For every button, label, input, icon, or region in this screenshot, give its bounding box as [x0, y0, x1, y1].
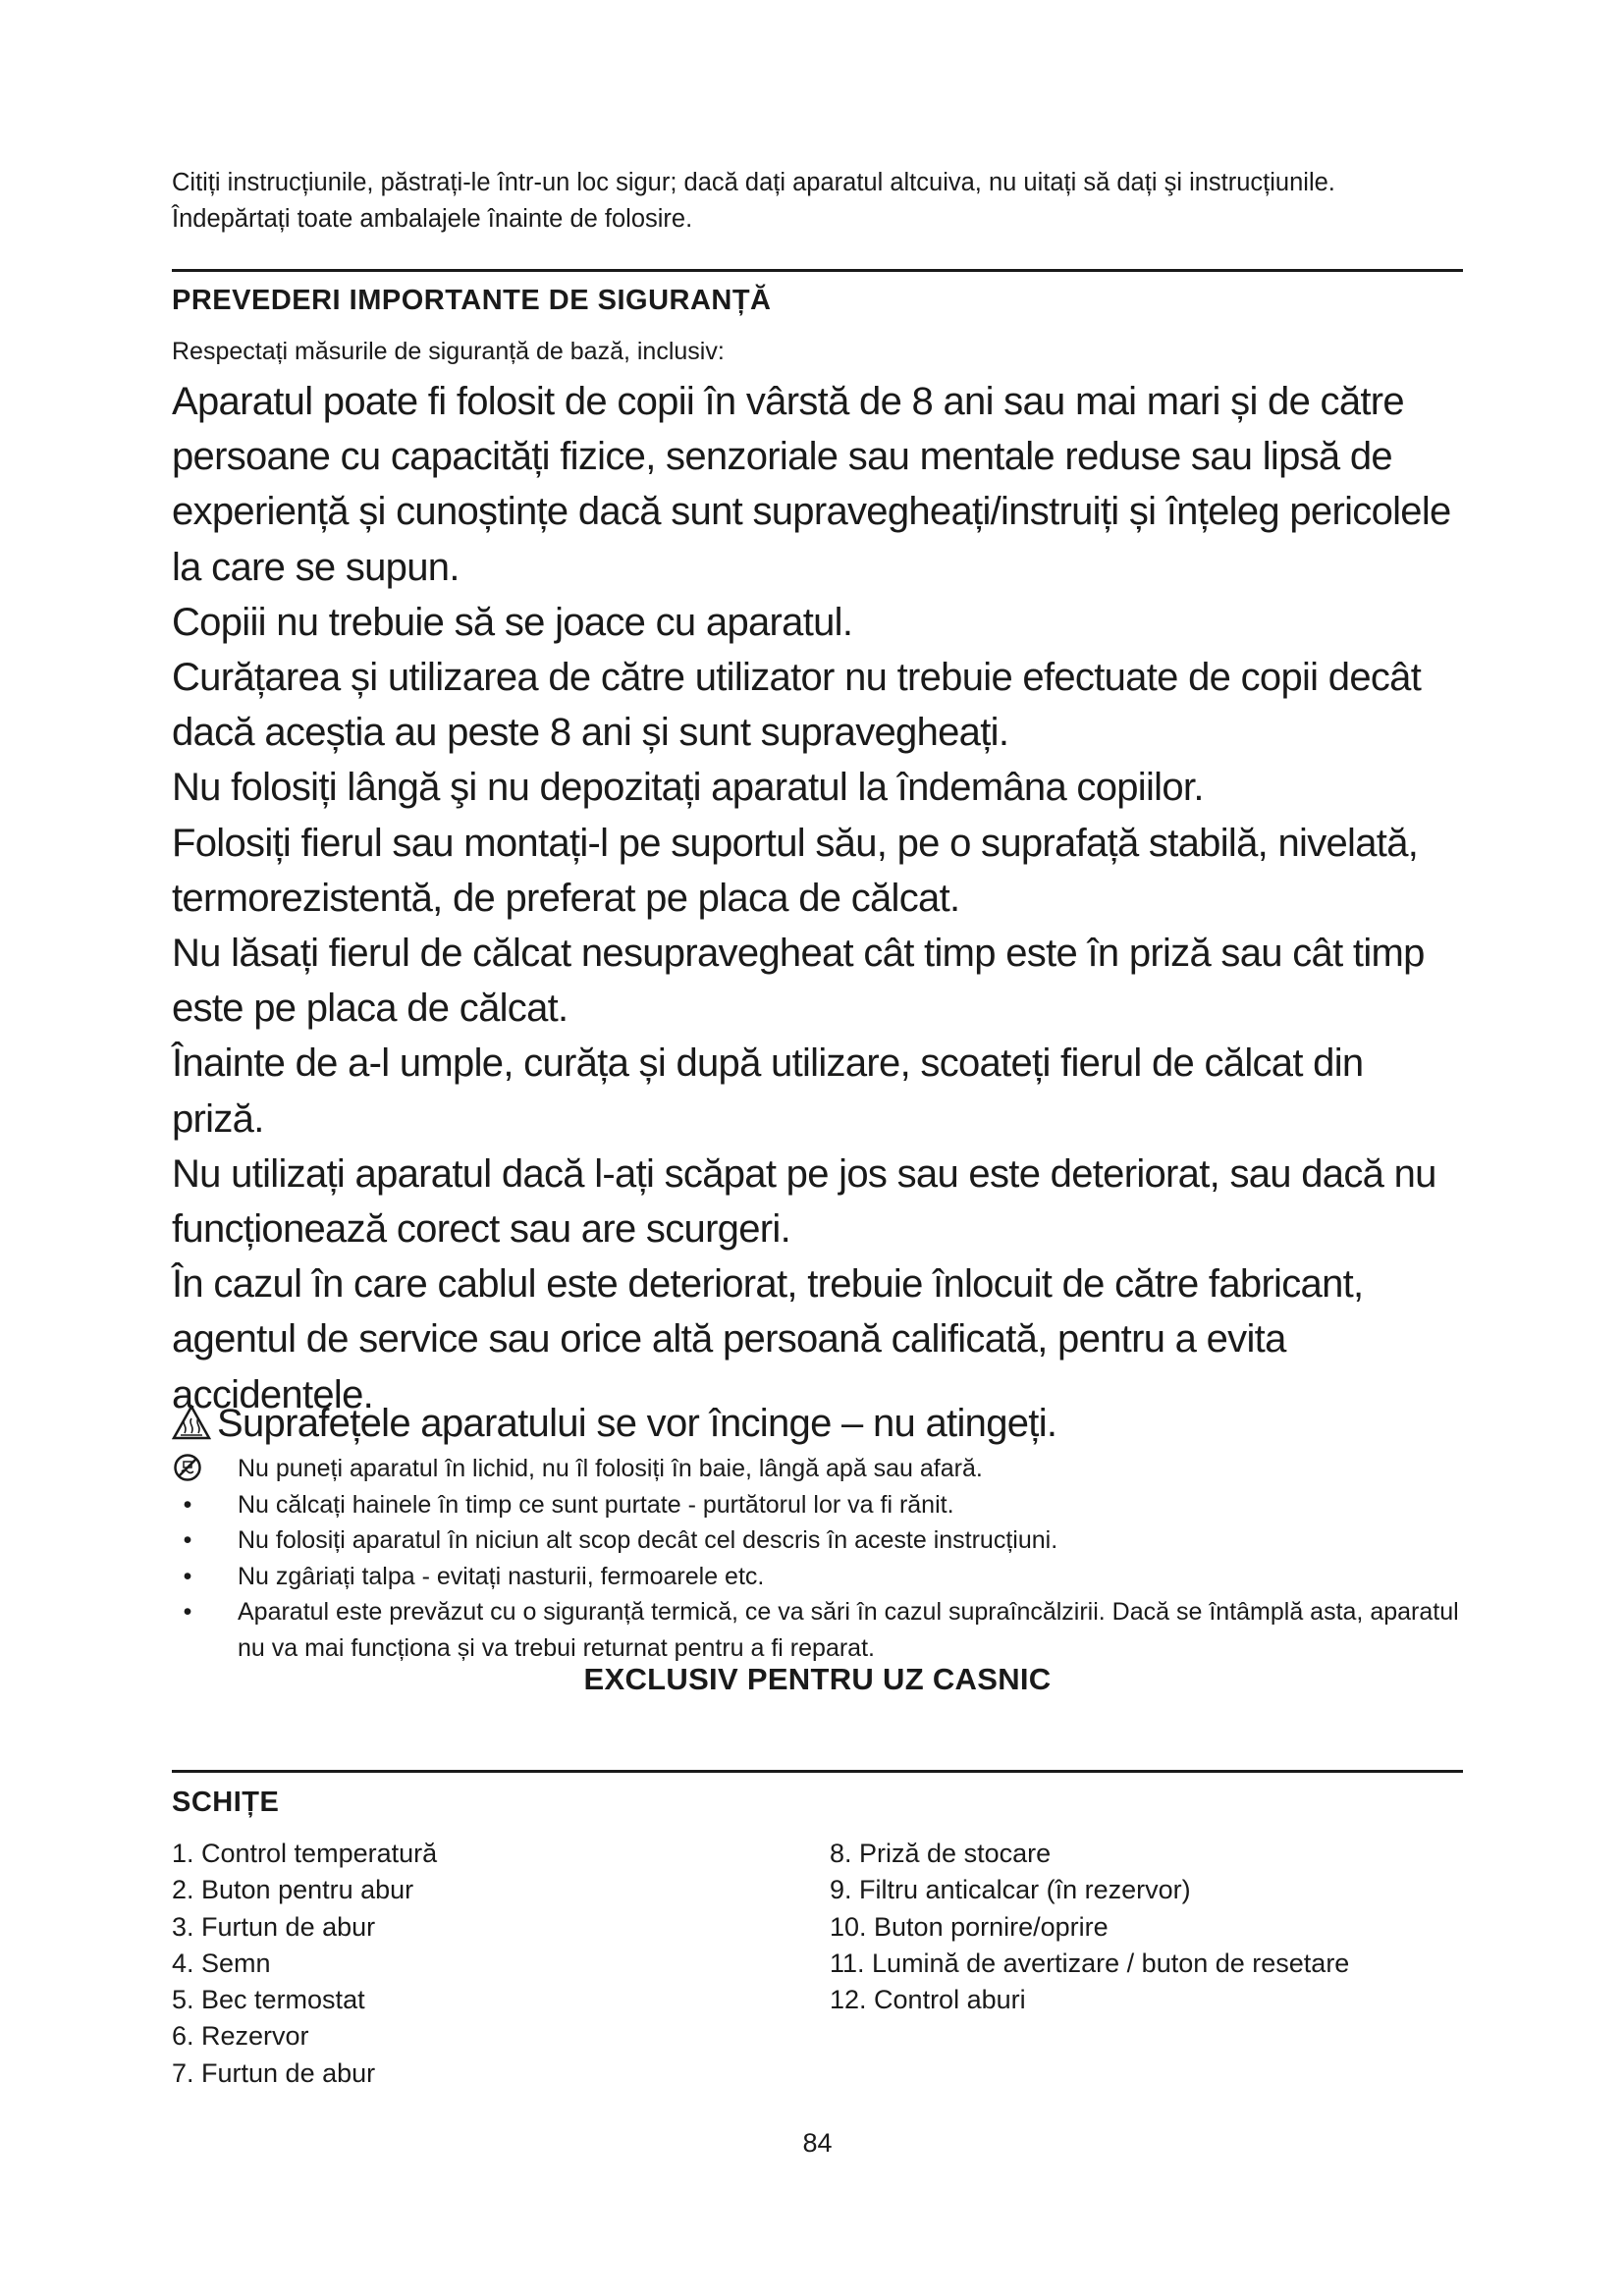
list-item: 12. Control aburi [830, 1985, 1026, 2015]
bullet: • [183, 1598, 192, 1626]
no-water-immersion-icon [172, 1451, 203, 1487]
list-item: 10. Buton pornire/oprire [830, 1911, 1109, 1942]
hot-surface-warning-icon [172, 1405, 211, 1440]
list-item: 11. Lumină de avertizare / buton de resetare [830, 1948, 1350, 1978]
list-item [172, 1559, 1463, 1595]
sketches-heading: SCHIȚE [172, 1787, 280, 1818]
list-item [172, 1522, 1463, 1559]
list-item: 4. Semn [172, 1948, 271, 1978]
list-item-text: Nu zgâriați talpa - evitați nasturii, fermoarele etc. [238, 1562, 765, 1590]
safety-paragraph: Înainte de a-l umple, curăța și după utilizare, scoateți fierul de călcat din priză. [172, 1041, 1364, 1141]
parts-list-left [172, 1836, 437, 2092]
list-item [172, 1487, 1463, 1523]
intro-line: Citiți instrucțiunile, păstrați-le într-un loc sigur; dacă dați aparatul altcuiva, nu uitați să dați şi instrucțiunile. [172, 169, 1335, 196]
safety-paragraph: Nu utilizați aparatul dacă l-ați scăpat pe jos sau este deteriorat, sau dacă nu funcționează corect sau are scurgeri. [172, 1151, 1436, 1252]
household-use-notice: EXCLUSIV PENTRU UZ CASNIC [583, 1662, 1052, 1696]
hot-surface-warning [172, 1396, 1056, 1451]
list-item: 1. Control temperatură [172, 1839, 438, 1868]
list-item: 3. Furtun de abur [172, 1911, 376, 1942]
list-item: 8. Priză de stocare [830, 1839, 1052, 1868]
safety-heading: PREVEDERI IMPORTANTE DE SIGURANȚĂ [172, 285, 772, 316]
safety-paragraph: Copiii nu trebuie să se joace cu aparatul. [172, 600, 853, 644]
section-divider [172, 1770, 1463, 1773]
list-item [172, 1451, 1463, 1487]
safety-paragraph: Aparatul poate fi folosit de copii în vârstă de 8 ani sau mai mari și de către persoane cu capacități fizice, senzoriale sau mentale reduse sau lipsă de experiență și cunoștințe dacă sunt supravegheați/instruiți și înțeleg pericolele la care se supun. [172, 380, 1451, 589]
safety-paragraph: Curățarea și utilizarea de către utilizator nu trebuie efectuate de copii decât dacă aceștia au peste 8 ani și sunt supravegheați. [172, 656, 1422, 755]
intro-line: Îndepărtați toate ambalajele înainte de folosire. [172, 205, 693, 233]
manual-page [172, 0, 1463, 2296]
list-item: 5. Bec termostat [172, 1985, 365, 2015]
section-divider [172, 269, 1463, 272]
page-number: 84 [802, 2128, 833, 2158]
list-item [172, 1594, 1463, 1666]
list-item: 6. Rezervor [172, 2021, 309, 2052]
parts-list-right [830, 1836, 1349, 2018]
list-item-text: Nu călcați hainele în timp ce sunt purtate - purtătorul lor va fi rănit. [238, 1490, 954, 1519]
list-item: 2. Buton pentru abur [172, 1875, 414, 1905]
list-item-text: Nu puneți aparatul în lichid, nu îl folosiți în baie, lângă apă sau afară. [238, 1455, 983, 1482]
safety-paragraph: Nu lăsați fierul de călcat nesupravegheat cât timp este în priză sau cât timp este pe placa de călcat. [172, 932, 1425, 1031]
safety-lead: Respectați măsurile de siguranță de bază, inclusiv: [172, 338, 725, 365]
list-item-text: Nu folosiți aparatul în niciun alt scop decât cel descris în aceste instrucțiuni. [238, 1526, 1058, 1554]
safety-paragraphs [172, 374, 1463, 1422]
bullet: • [183, 1490, 192, 1519]
hot-surface-warning-text: Suprafețele aparatului se vor încinge – nu atingeți. [217, 1402, 1057, 1445]
safety-paragraph: În cazul în care cablul este deteriorat, trebuie înlocuit de către fabricant, agentul de service sau orice altă persoană calificată, pentru a evita accidentele. [172, 1262, 1364, 1416]
bullet: • [183, 1526, 192, 1554]
bullet: • [183, 1562, 192, 1590]
safety-paragraph: Nu folosiți lângă şi nu depozitați aparatul la îndemâna copiilor. [172, 766, 1204, 810]
intro-text [172, 165, 1463, 238]
list-item: 7. Furtun de abur [172, 2057, 376, 2088]
safety-paragraph: Folosiți fierul sau montați-l pe suportul său, pe o suprafață stabilă, nivelată, termorezistentă, de preferat pe placa de călcat. [172, 821, 1419, 920]
safety-bullet-list [172, 1451, 1463, 1666]
list-item: 9. Filtru anticalcar (în rezervor) [830, 1875, 1191, 1905]
list-item-text: Aparatul este prevăzut cu o siguranță termică, ce va sări în cazul supraîncălzirii. Dacă se întâmplă asta, aparatul nu va mai funcționa și va trebui returnat pentru a fi reparat. [238, 1598, 1459, 1662]
